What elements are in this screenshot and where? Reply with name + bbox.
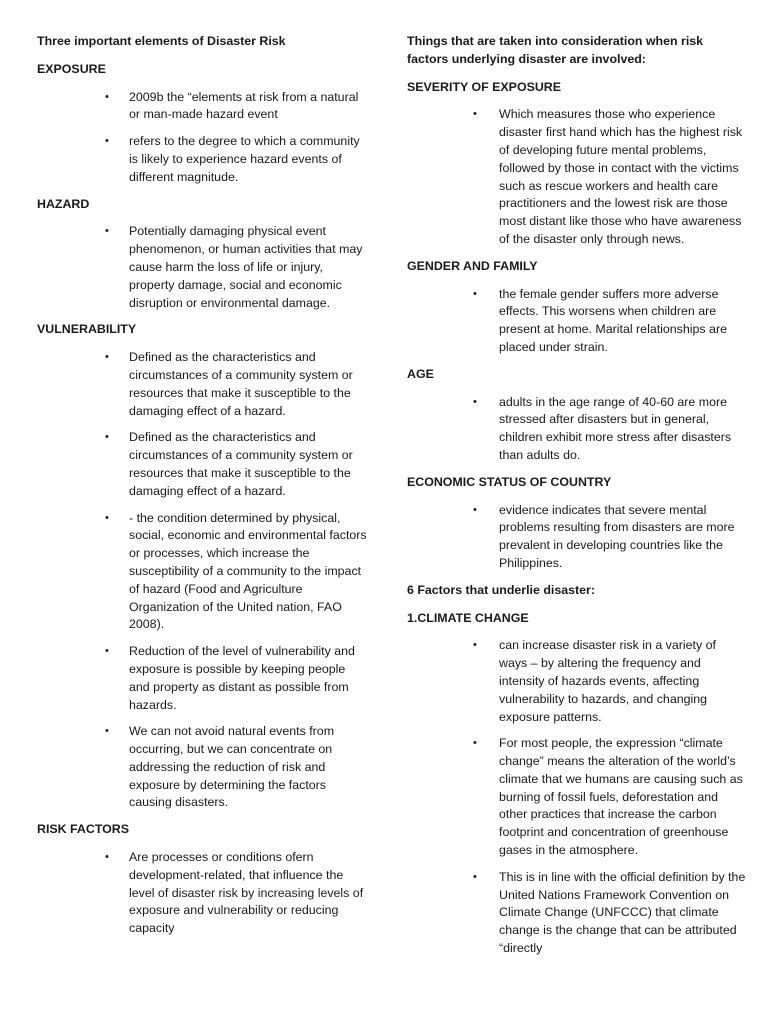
climate-change-list [473,637,747,958]
list-item: • the female gender suffers more adverse effects. This worsens when children are present at home. Marital relationships are placed under strain. [473,286,747,357]
list-item: • For most people, the expression “climate change” means the alteration of the world’s climate that we humans are causing such as burning of fossil fuels, deforestation and other practices that increase the carbon footprint and concentration of greenhouse gases in the atmosphere. [473,735,747,860]
section-heading-vulnerability: VULNERABILITY [37,322,137,337]
vulnerability-list [105,349,367,812]
list-item: • Are processes or conditions ofern development-related, that influence the level of disaster risk by increasing levels of exposure and vulnerability or reducing capacity [105,849,367,938]
section-heading-exposure: EXPOSURE [37,61,106,76]
list-item: • This is in line with the official definition by the United Nations Framework Convention on Climate Change (UNFCCC) that climate change is the change that can be attributed “directly [473,869,747,958]
right-title: Things that are taken into consideration when risk factors underlying disaster are involved: [407,34,704,66]
right-column [407,33,747,967]
left-column [37,33,367,947]
factors-title: 6 Factors that underlie disaster: [407,582,595,597]
exposure-list [105,89,367,187]
section-heading-age: AGE [407,366,434,381]
list-item: • Defined as the characteristics and circumstances of a community system or resources that make it susceptible to the damaging effect of a hazard. [105,429,367,500]
list-item: • refers to the degree to which a community is likely to experience hazard events of different magnitude. [105,133,367,186]
list-item: • can increase disaster risk in a variety of ways – by altering the frequency and intensity of hazards events, affecting vulnerability to hazards, and changing exposure patterns. [473,637,747,726]
list-item: • Defined as the characteristics and circumstances of a community system or resources that make it susceptible to the damaging effect of a hazard. [105,349,367,420]
list-item: • - the condition determined by physical, social, economic and environmental factors or processes, which increase the susceptibility of a community to the impact of hazard (Food and Agriculture Organization of the United nation, FAO 2008). [105,510,367,635]
section-heading-severity: SEVERITY OF EXPOSURE [407,79,562,94]
list-item: • evidence indicates that severe mental problems resulting from disasters are more prevalent in developing countries like the Philippines. [473,502,747,573]
list-item: • 2009b the “elements at risk from a natural or man-made hazard event [105,89,367,125]
left-title: Three important elements of Disaster Risk [37,34,286,48]
section-heading-risk-factors: RISK FACTORS [37,822,130,837]
hazard-list [105,223,367,312]
gender-family-list [473,286,747,357]
section-heading-economic-status: ECONOMIC STATUS OF COUNTRY [407,474,612,489]
age-list [473,394,747,465]
section-heading-hazard: HAZARD [37,196,90,211]
section-heading-climate-change: 1.CLIMATE CHANGE [407,610,529,625]
list-item: • Potentially damaging physical event phenomenon, or human activities that may cause harm the loss of life or injury, property damage, social and economic disruption or environmental damage. [105,223,367,312]
economic-status-list [473,502,747,573]
severity-list [473,106,747,248]
list-item: • adults in the age range of 40-60 are more stressed after disasters but in general, children exhibit more stress after disasters than adults do. [473,394,747,465]
section-heading-gender-family: GENDER AND FAMILY [407,258,538,273]
list-item: • Reduction of the level of vulnerability and exposure is possible by keeping people and property as distant as possible from hazards. [105,643,367,714]
list-item: • We can not avoid natural events from occurring, but we can concentrate on addressing the reduction of risk and exposure by determining the factors causing disasters. [105,723,367,812]
list-item: • Which measures those who experience disaster first hand which has the highest risk of developing future mental problems, followed by those in contact with the victims such as rescue workers and health care practitioners and the lowest risk are those most distant like those who have awareness of the disaster only through news. [473,106,747,248]
risk-factors-list [105,849,367,938]
